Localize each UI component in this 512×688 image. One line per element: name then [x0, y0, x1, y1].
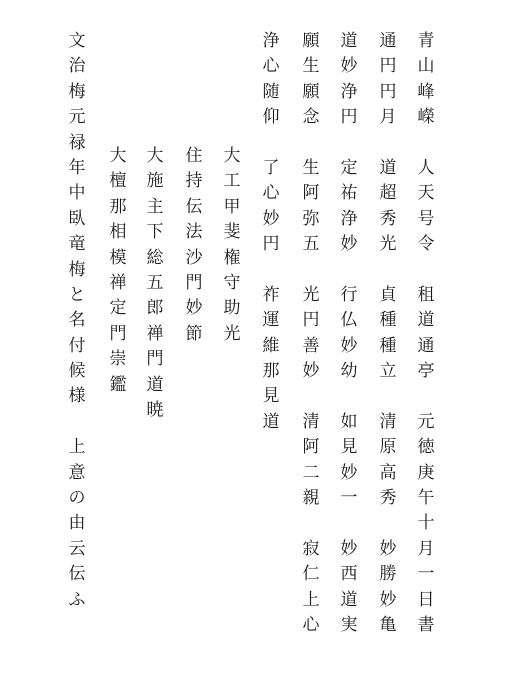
character: 道 — [379, 157, 397, 178]
text-column-2 — [374, 29, 402, 638]
character: 生 — [302, 56, 320, 77]
character: 善 — [302, 335, 320, 356]
character: 光 — [223, 323, 241, 344]
character: 道 — [340, 589, 358, 610]
character: 祚 — [262, 284, 280, 305]
text-column-10 — [63, 29, 91, 613]
character: 浄 — [340, 208, 358, 229]
character: 候 — [68, 361, 86, 382]
character: 法 — [185, 222, 203, 243]
character: 大 — [223, 146, 241, 166]
character: 心 — [302, 614, 320, 635]
character: 妙 — [302, 361, 320, 382]
character: 道 — [340, 31, 358, 51]
character: 維 — [262, 335, 280, 356]
character: 工 — [223, 171, 241, 192]
character: 相 — [109, 222, 127, 243]
character: 運 — [262, 310, 280, 331]
character: 禅 — [109, 272, 127, 293]
character: 亀 — [379, 614, 397, 635]
character: 円 — [262, 234, 280, 255]
character: 梅 — [68, 259, 86, 280]
character: 臥 — [68, 208, 86, 229]
character: 通 — [417, 335, 435, 356]
text-column-1 — [412, 29, 440, 638]
character: 月 — [379, 107, 397, 128]
character: 竜 — [68, 234, 86, 255]
character: 親 — [302, 488, 320, 509]
character: 那 — [109, 196, 127, 217]
character: 寂 — [302, 538, 320, 559]
character: 人 — [417, 157, 435, 178]
character: 高 — [379, 462, 397, 483]
character: 五 — [302, 234, 320, 255]
character: と — [68, 284, 86, 305]
character: 道 — [262, 411, 280, 432]
character: 暁 — [146, 399, 164, 420]
character: 定 — [340, 157, 358, 178]
character: 月 — [417, 538, 435, 559]
character: 郎 — [146, 298, 164, 319]
character: 仰 — [262, 107, 280, 128]
character: 浄 — [262, 31, 280, 51]
character: 様 — [68, 386, 86, 407]
character: 権 — [223, 247, 241, 268]
character: 光 — [379, 234, 397, 255]
character: 阿 — [302, 437, 320, 458]
character: の — [68, 488, 86, 509]
character: 天 — [417, 183, 435, 204]
character: 伝 — [68, 564, 86, 585]
character: 伝 — [185, 196, 203, 217]
character: 禅 — [146, 323, 164, 344]
text-column-3 — [335, 29, 363, 638]
character: 勝 — [379, 564, 397, 585]
character: 門 — [146, 349, 164, 370]
character: 号 — [417, 208, 435, 229]
character: 総 — [146, 247, 164, 268]
text-column-7 — [180, 144, 208, 347]
character: 文 — [68, 31, 86, 51]
character: 西 — [340, 564, 358, 585]
character: 大 — [109, 146, 127, 166]
character: 亭 — [417, 361, 435, 382]
text-column-4 — [297, 29, 325, 638]
character: 一 — [417, 564, 435, 585]
character: 心 — [262, 56, 280, 77]
character: 守 — [223, 272, 241, 293]
character: 嶸 — [417, 107, 435, 128]
character: 門 — [109, 323, 127, 344]
character: 大 — [146, 146, 164, 166]
character: 意 — [68, 462, 86, 483]
character: 生 — [302, 157, 320, 178]
character: 甲 — [223, 196, 241, 217]
character: 一 — [340, 488, 358, 509]
character: 書 — [417, 614, 435, 635]
character: 原 — [379, 437, 397, 458]
character: 施 — [146, 171, 164, 192]
character: 妙 — [185, 298, 203, 319]
character: 上 — [302, 589, 320, 610]
character: 秀 — [379, 488, 397, 509]
character: 光 — [302, 284, 320, 305]
character: 治 — [68, 56, 86, 77]
character: 超 — [379, 183, 397, 204]
character: 了 — [262, 157, 280, 178]
character: 幼 — [340, 361, 358, 382]
character: 沙 — [185, 247, 203, 268]
character: 随 — [262, 81, 280, 102]
character: 仁 — [302, 564, 320, 585]
character: 秀 — [379, 208, 397, 229]
character: 租 — [417, 284, 435, 305]
character: 円 — [379, 56, 397, 77]
character: 円 — [302, 310, 320, 331]
character: 十 — [417, 513, 435, 534]
character: 那 — [262, 361, 280, 382]
character: 妙 — [262, 208, 280, 229]
character: 二 — [302, 462, 320, 483]
character: 持 — [185, 171, 203, 192]
text-column-6 — [218, 144, 246, 347]
character: 道 — [146, 374, 164, 395]
character: 浄 — [340, 81, 358, 102]
character: 下 — [146, 222, 164, 243]
character: 円 — [340, 107, 358, 128]
character: 由 — [68, 513, 86, 534]
character: 上 — [68, 437, 86, 458]
character: 円 — [379, 81, 397, 102]
character: 妙 — [340, 335, 358, 356]
character: 門 — [185, 272, 203, 293]
character: 貞 — [379, 284, 397, 305]
character: 住 — [185, 146, 203, 166]
character: 徳 — [417, 437, 435, 458]
character: 妙 — [340, 538, 358, 559]
character: 名 — [68, 310, 86, 331]
character: 仏 — [340, 310, 358, 331]
character: 弥 — [302, 208, 320, 229]
character: 阿 — [302, 183, 320, 204]
character: 令 — [417, 234, 435, 255]
character: 午 — [417, 488, 435, 509]
character: 通 — [379, 31, 397, 51]
character: 妙 — [340, 56, 358, 77]
character: 願 — [302, 81, 320, 102]
character: 山 — [417, 56, 435, 77]
character: 青 — [417, 31, 435, 51]
character: 庚 — [417, 462, 435, 483]
character: 禄 — [68, 132, 86, 153]
character: 助 — [223, 298, 241, 319]
character: 祐 — [340, 183, 358, 204]
character: 日 — [417, 589, 435, 610]
character: 念 — [302, 107, 320, 128]
character: 妙 — [379, 589, 397, 610]
character: 主 — [146, 196, 164, 217]
text-column-5 — [257, 29, 285, 435]
character: 見 — [262, 386, 280, 407]
character: ふ — [68, 589, 86, 610]
character: 元 — [68, 107, 86, 128]
character: 節 — [185, 323, 203, 344]
character: 付 — [68, 335, 86, 356]
character: 妙 — [340, 234, 358, 255]
character: 行 — [340, 284, 358, 305]
character: 模 — [109, 247, 127, 268]
character: 心 — [262, 183, 280, 204]
character: 妙 — [379, 538, 397, 559]
character: 年 — [68, 157, 86, 178]
character: 清 — [379, 411, 397, 432]
character: 五 — [146, 272, 164, 293]
character: 実 — [340, 614, 358, 635]
character: 願 — [302, 31, 320, 51]
character: 元 — [417, 411, 435, 432]
character: 妙 — [340, 462, 358, 483]
character: 清 — [302, 411, 320, 432]
character: 檀 — [109, 171, 127, 192]
character: 如 — [340, 411, 358, 432]
character: 定 — [109, 298, 127, 319]
character: 種 — [379, 335, 397, 356]
character: 斐 — [223, 222, 241, 243]
character: 中 — [68, 183, 86, 204]
character: 峰 — [417, 81, 435, 102]
character: 鑑 — [109, 374, 127, 395]
character: 崇 — [109, 349, 127, 370]
character: 立 — [379, 361, 397, 382]
character: 梅 — [68, 81, 86, 102]
character: 云 — [68, 538, 86, 559]
text-column-9 — [104, 144, 132, 398]
character: 道 — [417, 310, 435, 331]
character: 種 — [379, 310, 397, 331]
text-column-8 — [141, 144, 169, 423]
character: 見 — [340, 437, 358, 458]
